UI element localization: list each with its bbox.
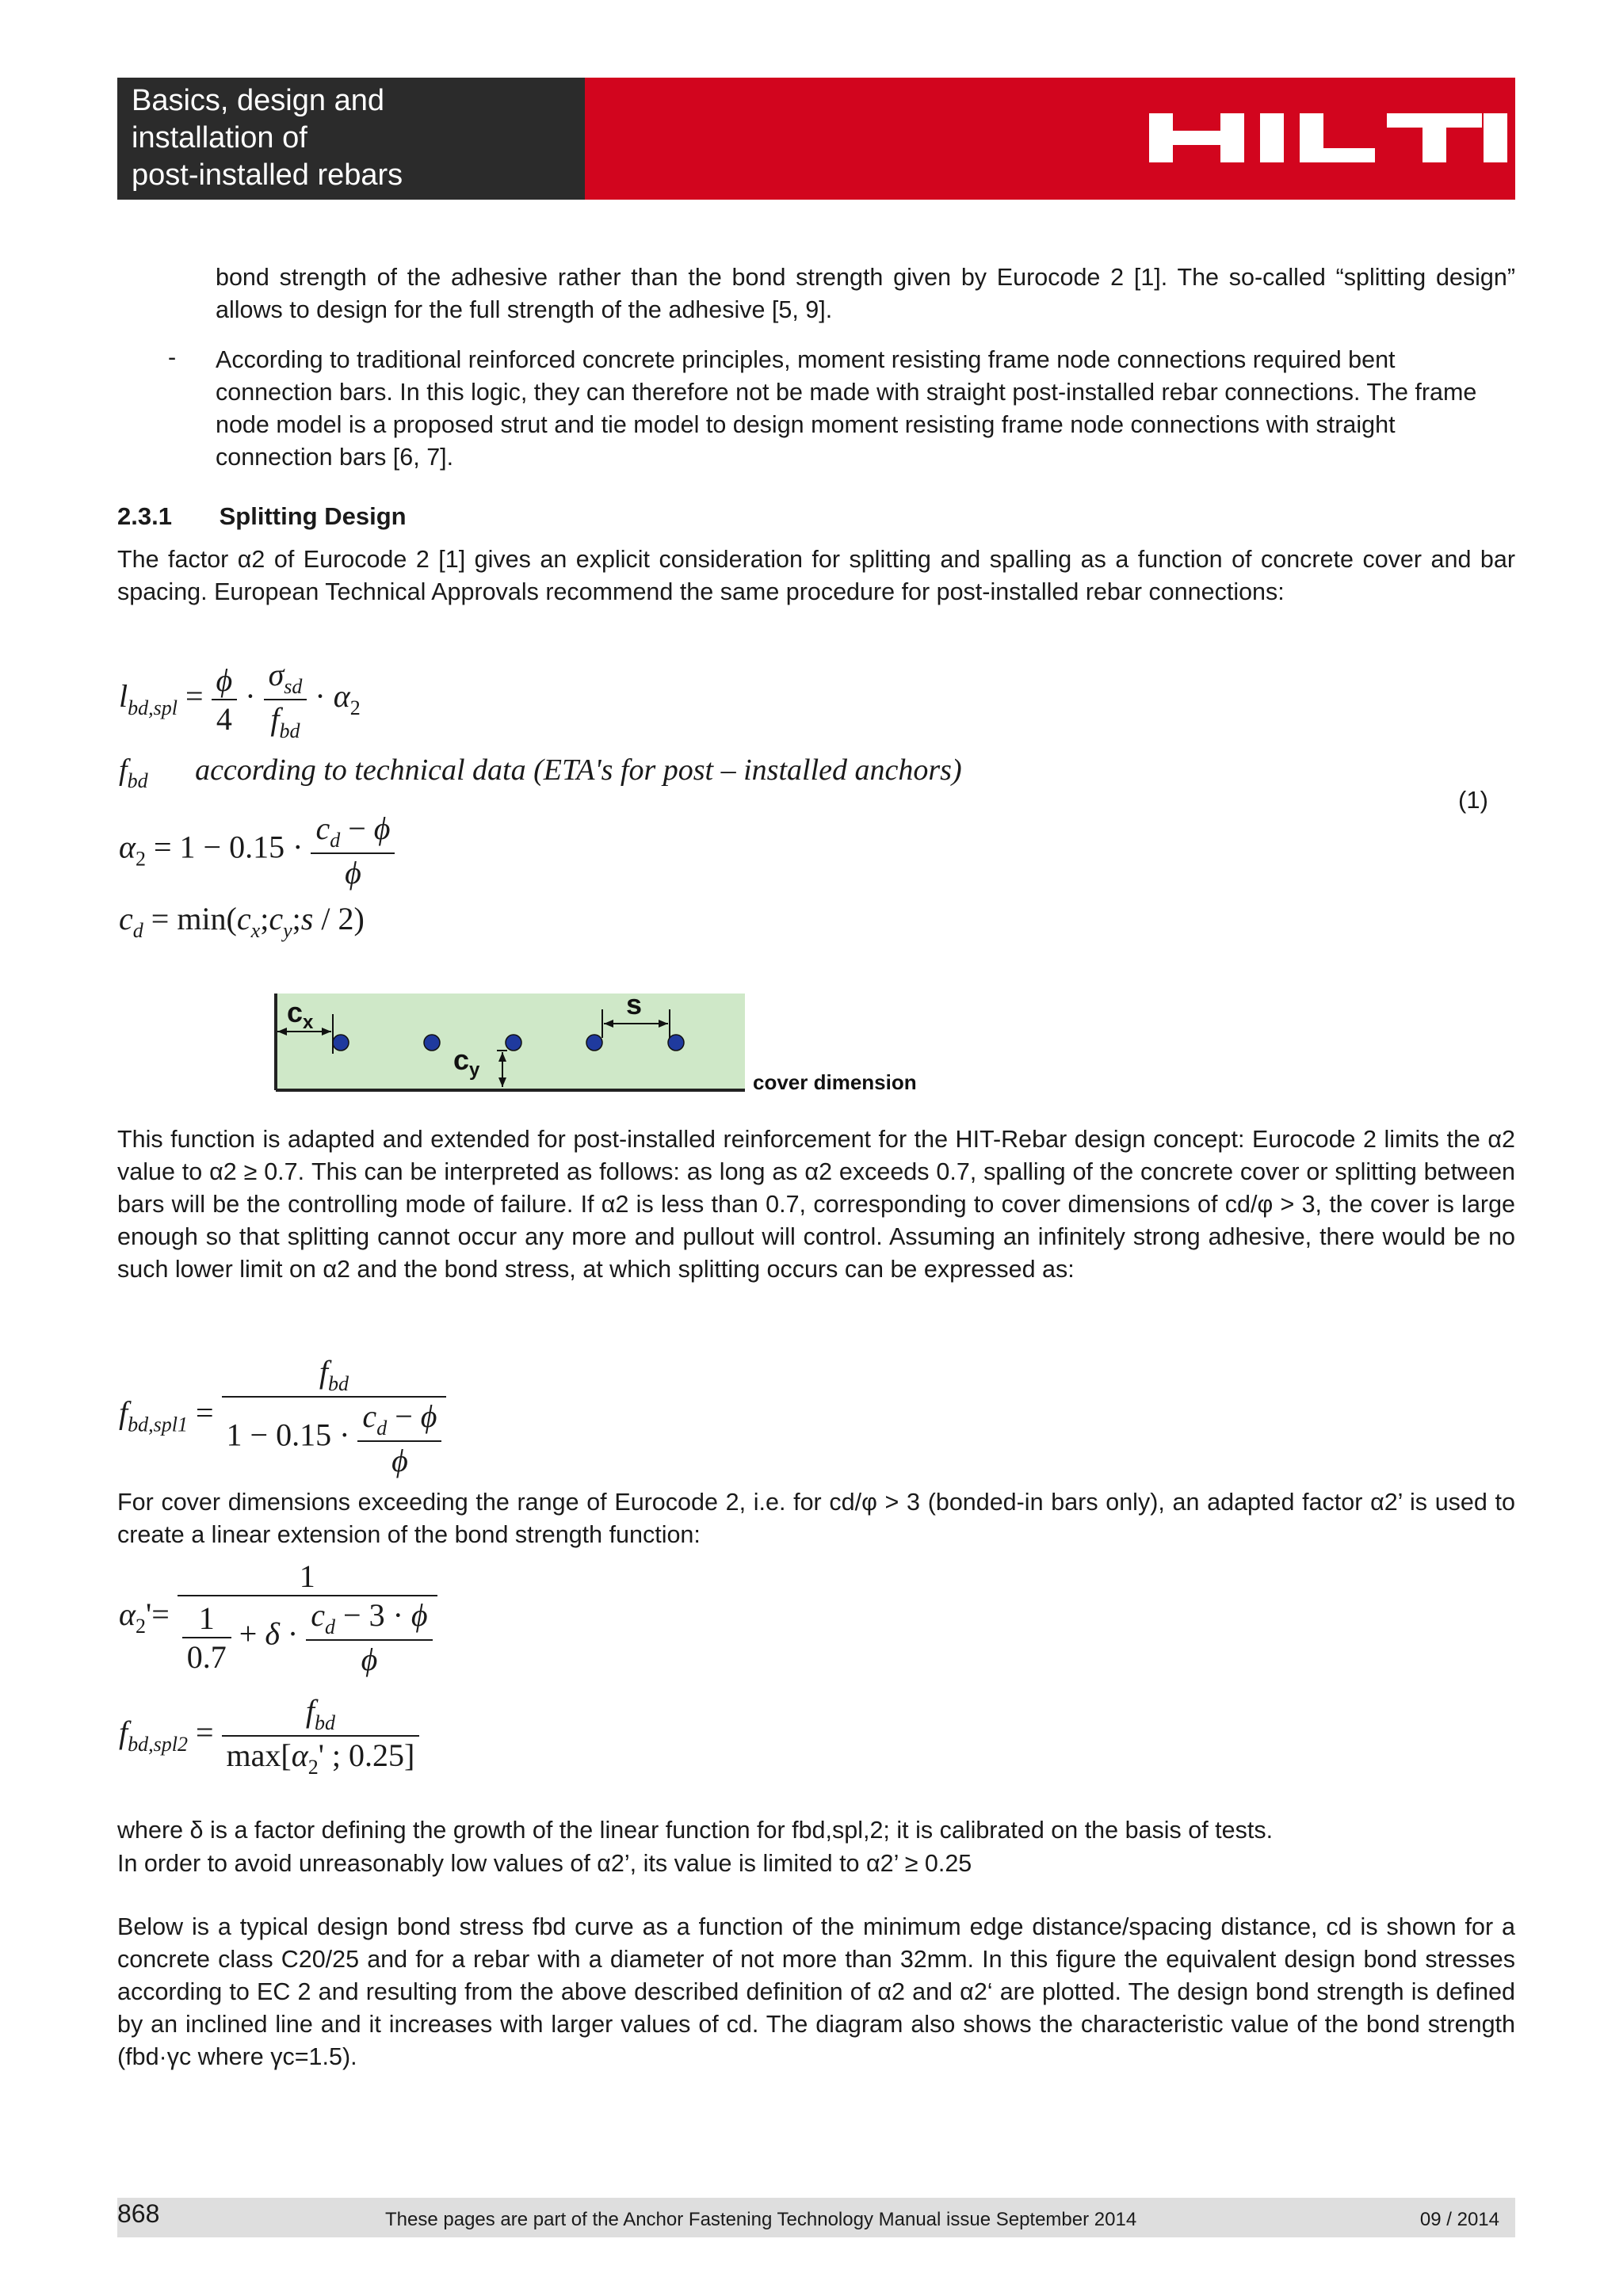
page-number: 868 <box>117 2199 160 2228</box>
section-title: Splitting Design <box>219 502 407 530</box>
header-title-line-2: installation of <box>132 121 307 154</box>
equation-fbd-spl1: $f_{bd,spl1}$ = $f_{bd}$ 1 − 0.15 · $\frac{c_d - \phi}{\phi}$ <box>119 1353 446 1479</box>
section-number: 2.3.1 <box>117 502 172 530</box>
rebar-3 <box>506 1035 521 1051</box>
paragraph-adapted-factor: For cover dimensions exceeding the range of Eurocode 2, i.e. for cd/φ > 3 (bonded-in bars only), an adapted factor α2’ is used to create a linear extension of the bond strength function: <box>117 1489 1515 1548</box>
label-cy: $c_y$ <box>453 1043 480 1081</box>
equation-alpha2: $\alpha_2 = 1 - 0.15$ · $\frac{c_d - \phi}{\phi}$ <box>119 810 395 891</box>
bullet-marker: - <box>168 344 177 371</box>
footer-note: These pages are part of the Anchor Fastening Technology Manual issue September 2014 <box>385 2209 1137 2230</box>
label-cx: $c_x$ <box>287 996 314 1033</box>
header-title-line-3: post-installed rebars <box>132 158 403 192</box>
header-title-line-1: Basics, design and <box>132 84 384 117</box>
page-footer <box>117 2198 1515 2237</box>
equation-lbd-spl: $l_{bd,spl}$ = $\frac{\phi}{4}$ · $\frac{\sigma_{sd}}{f_{bd}}$ · $\alpha_2$ <box>119 657 361 742</box>
fbd-note: according to technical data (ETA's for post – installed anchors) <box>195 753 962 787</box>
bullet-text: According to traditional reinforced concrete principles, moment resisting frame node connections required bent connection bars. In this logic, they can therefore not be made with straight post-installed rebar connections. The frame node model is a proposed strut and tie model to design moment resisting frame node connections with straight connection bars [6, 7]. <box>216 346 1477 471</box>
intro-continued-paragraph: bond strength of the adhesive rather than the bond strength given by Eurocode 2 [1]. The so-called “splitting design” allows to design for the full strength of the adhesive [5, 9]. <box>216 264 1515 323</box>
equation-cd: $c_d$ = $\min(c_x;c_y;s / 2)$ <box>119 901 365 942</box>
paragraph-alpha2-intro: The factor α2 of Eurocode 2 [1] gives an explicit consideration for splitting and spalling as a function of concrete cover and bar spacing. European Technical Approvals recommend the same procedure for post-installed rebar connections: <box>117 546 1515 605</box>
hilti-logo <box>1149 113 1507 162</box>
paragraph-limit-line: In order to avoid unreasonably low values of α2’, its value is limited to α2’ ≥ 0.25 <box>117 1850 972 1877</box>
rebar-1 <box>333 1035 349 1051</box>
paragraph-bond-stress-curve: Below is a typical design bond stress fbd curve as a function of the minimum edge distance/spacing distance, cd is shown for a concrete class C20/25 and for a rebar with a diameter of not more than 32mm. In this figure the equivalent design bond stresses according to EC 2 and resulting from the above described definition of α2 and α2‘ are plotted. The design bond strength is defined by an inclined line and it increases with larger values of cd. The diagram also shows the characteristic value of the bond strength (fbd·γc where γc=1.5). <box>117 1913 1515 2070</box>
equation-fbd-note-row: $f_{bd}$ according to technical data (ETA's for post – installed anchors) <box>119 753 962 792</box>
figure-caption: cover dimension <box>753 1070 917 1094</box>
paragraph-delta-line: where δ is a factor defining the growth of the linear function for fbd,spl,2; it is calibrated on the basis of tests. <box>117 1817 1274 1844</box>
header-brand-bar <box>585 78 1515 200</box>
footer-date: 09 / 2014 <box>1419 2209 1499 2230</box>
equation-alpha2-prime: $\alpha_2'=$ 1 $\frac{1}{0.7}$ + δ · $\frac{c_d - 3 \cdot \phi}{\phi}$ <box>119 1558 437 1678</box>
paragraph-hit-rebar-concept: This function is adapted and extended for post-installed reinforcement for the HIT-Rebar design concept: Eurocode 2 limits the α2 value to α2 ≥ 0.7. This can be interpreted as follows: as long as α2 exceeds 0.7, spalling of the concrete cover or splitting between bars will be the controlling mode of failure. If α2 is less than 0.7, corresponding to cover dimensions of cd/φ > 3, the cover is large enough so that splitting cannot occur any more and pullout will control. Assuming an infinitely strong adhesive, there would be no such lower limit on α2 and the bond stress, at which splitting occurs can be expressed as: <box>117 1126 1515 1283</box>
header-title <box>117 78 585 200</box>
equation-number: (1) <box>1458 786 1488 814</box>
section-heading <box>117 502 407 531</box>
equation-fbd-spl2: $f_{bd,spl2}$ = $\frac{f_{bd}}{\max[\alpha_2' ; 0.25]}$ <box>119 1692 419 1779</box>
label-s: s <box>626 990 643 1020</box>
rebar-2 <box>424 1035 440 1051</box>
rebar-4 <box>586 1035 602 1051</box>
cover-dimension-figure <box>269 990 935 1101</box>
page-header <box>117 78 1515 200</box>
